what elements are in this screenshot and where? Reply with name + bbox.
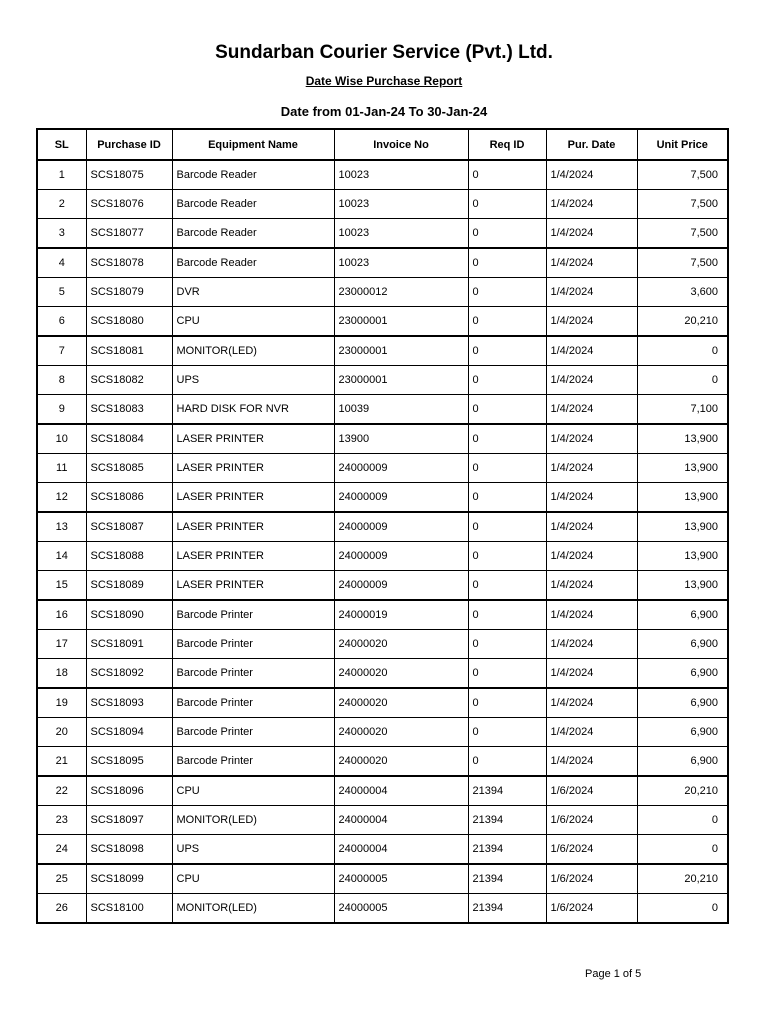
table-row [37, 336, 728, 366]
purchase-id-cell: SCS18100 [86, 894, 172, 924]
unit-price-cell: 13,900 [637, 424, 728, 454]
unit-price-cell: 7,500 [637, 190, 728, 219]
table-row [37, 688, 728, 718]
table-row [37, 307, 728, 337]
pur-date-cell: 1/4/2024 [546, 366, 637, 395]
equipment-name-cell: HARD DISK FOR NVR [172, 395, 334, 425]
pur-date-cell: 1/4/2024 [546, 512, 637, 542]
sl-cell: 18 [37, 659, 86, 689]
invoice-no-cell: 24000009 [334, 454, 468, 483]
date-range: Date from 01-Jan-24 To 30-Jan-24 [280, 104, 488, 119]
req-id-cell: 0 [468, 219, 546, 249]
unit-price-cell: 6,900 [637, 630, 728, 659]
equipment-name-cell: LASER PRINTER [172, 512, 334, 542]
company-name: Sundarban Courier Service (Pvt.) Ltd. [215, 42, 553, 63]
equipment-name-cell: Barcode Reader [172, 219, 334, 249]
invoice-no-cell: 24000020 [334, 688, 468, 718]
purchase-id-cell: SCS18086 [86, 483, 172, 513]
pur-date-cell: 1/6/2024 [546, 835, 637, 865]
req-id-cell: 0 [468, 190, 546, 219]
purchase-id-cell: SCS18097 [86, 806, 172, 835]
sl-cell: 8 [37, 366, 86, 395]
req-id-cell: 0 [468, 600, 546, 630]
unit-price-cell: 0 [637, 366, 728, 395]
pur-date-cell: 1/4/2024 [546, 395, 637, 425]
equipment-name-cell: Barcode Reader [172, 248, 334, 278]
purchase-id-cell: SCS18087 [86, 512, 172, 542]
unit-price-cell: 7,500 [637, 248, 728, 278]
purchase-id-cell: SCS18082 [86, 366, 172, 395]
table-row [37, 219, 728, 249]
sl-cell: 5 [37, 278, 86, 307]
column-header: Invoice No [334, 129, 468, 160]
purchase-id-cell: SCS18085 [86, 454, 172, 483]
table-row [37, 894, 728, 924]
column-header: Pur. Date [546, 129, 637, 160]
unit-price-cell: 13,900 [637, 542, 728, 571]
sl-cell: 3 [37, 219, 86, 249]
equipment-name-cell: MONITOR(LED) [172, 806, 334, 835]
equipment-name-cell: DVR [172, 278, 334, 307]
req-id-cell: 0 [468, 424, 546, 454]
table-row [37, 512, 728, 542]
invoice-no-cell: 24000005 [334, 864, 468, 894]
purchase-id-cell: SCS18099 [86, 864, 172, 894]
req-id-cell: 0 [468, 278, 546, 307]
sl-cell: 10 [37, 424, 86, 454]
req-id-cell: 21394 [468, 776, 546, 806]
invoice-no-cell: 23000001 [334, 336, 468, 366]
table-row [37, 424, 728, 454]
sl-cell: 24 [37, 835, 86, 865]
purchase-id-cell: SCS18095 [86, 747, 172, 777]
req-id-cell: 0 [468, 454, 546, 483]
equipment-name-cell: CPU [172, 864, 334, 894]
purchase-id-cell: SCS18075 [86, 160, 172, 190]
req-id-cell: 0 [468, 307, 546, 337]
unit-price-cell: 20,210 [637, 776, 728, 806]
unit-price-cell: 20,210 [637, 307, 728, 337]
sl-cell: 20 [37, 718, 86, 747]
invoice-no-cell: 24000020 [334, 747, 468, 777]
table-row [37, 190, 728, 219]
sl-cell: 22 [37, 776, 86, 806]
table-row [37, 248, 728, 278]
unit-price-cell: 13,900 [637, 454, 728, 483]
unit-price-cell: 0 [637, 806, 728, 835]
invoice-no-cell: 24000005 [334, 894, 468, 924]
pur-date-cell: 1/4/2024 [546, 747, 637, 777]
table-row [37, 776, 728, 806]
equipment-name-cell: LASER PRINTER [172, 571, 334, 601]
equipment-name-cell: LASER PRINTER [172, 483, 334, 513]
invoice-no-cell: 10023 [334, 248, 468, 278]
req-id-cell: 0 [468, 718, 546, 747]
purchase-id-cell: SCS18088 [86, 542, 172, 571]
equipment-name-cell: UPS [172, 366, 334, 395]
purchase-id-cell: SCS18079 [86, 278, 172, 307]
invoice-no-cell: 24000004 [334, 806, 468, 835]
purchase-id-cell: SCS18083 [86, 395, 172, 425]
invoice-no-cell: 10023 [334, 190, 468, 219]
pur-date-cell: 1/4/2024 [546, 219, 637, 249]
unit-price-cell: 6,900 [637, 747, 728, 777]
req-id-cell: 0 [468, 659, 546, 689]
req-id-cell: 0 [468, 483, 546, 513]
report-title [0, 74, 768, 88]
sl-cell: 15 [37, 571, 86, 601]
table-row [37, 454, 728, 483]
req-id-cell: 21394 [468, 806, 546, 835]
sl-cell: 19 [37, 688, 86, 718]
invoice-no-cell: 13900 [334, 424, 468, 454]
equipment-name-cell: CPU [172, 776, 334, 806]
invoice-no-cell: 10039 [334, 395, 468, 425]
equipment-name-cell: CPU [172, 307, 334, 337]
equipment-name-cell: MONITOR(LED) [172, 894, 334, 924]
equipment-name-cell: LASER PRINTER [172, 542, 334, 571]
equipment-name-cell: Barcode Printer [172, 659, 334, 689]
unit-price-cell: 6,900 [637, 659, 728, 689]
unit-price-cell: 7,100 [637, 395, 728, 425]
req-id-cell: 0 [468, 542, 546, 571]
table-row [37, 395, 728, 425]
invoice-no-cell: 23000012 [334, 278, 468, 307]
sl-cell: 12 [37, 483, 86, 513]
invoice-no-cell: 10023 [334, 160, 468, 190]
invoice-no-cell: 24000020 [334, 718, 468, 747]
unit-price-cell: 0 [637, 835, 728, 865]
unit-price-cell: 7,500 [637, 219, 728, 249]
req-id-cell: 0 [468, 630, 546, 659]
sl-cell: 9 [37, 395, 86, 425]
invoice-no-cell: 24000020 [334, 630, 468, 659]
purchase-id-cell: SCS18096 [86, 776, 172, 806]
req-id-cell: 0 [468, 688, 546, 718]
report-title-text: Date Wise Purchase Report [305, 74, 463, 88]
purchase-id-cell: SCS18080 [86, 307, 172, 337]
req-id-cell: 21394 [468, 835, 546, 865]
invoice-no-cell: 24000009 [334, 571, 468, 601]
sl-cell: 1 [37, 160, 86, 190]
invoice-no-cell: 24000004 [334, 776, 468, 806]
pur-date-cell: 1/6/2024 [546, 894, 637, 924]
equipment-name-cell: MONITOR(LED) [172, 336, 334, 366]
sl-cell: 11 [37, 454, 86, 483]
pur-date-cell: 1/4/2024 [546, 688, 637, 718]
column-header: Req ID [468, 129, 546, 160]
pur-date-cell: 1/4/2024 [546, 630, 637, 659]
table-row [37, 659, 728, 689]
req-id-cell: 21394 [468, 864, 546, 894]
pur-date-cell: 1/4/2024 [546, 336, 637, 366]
invoice-no-cell: 24000019 [334, 600, 468, 630]
equipment-name-cell: Barcode Printer [172, 600, 334, 630]
pur-date-cell: 1/4/2024 [546, 600, 637, 630]
pur-date-cell: 1/6/2024 [546, 776, 637, 806]
equipment-name-cell: LASER PRINTER [172, 424, 334, 454]
page-number: Page 1 of 5 [585, 968, 642, 980]
unit-price-cell: 13,900 [637, 483, 728, 513]
pur-date-cell: 1/4/2024 [546, 307, 637, 337]
equipment-name-cell: Barcode Reader [172, 190, 334, 219]
pur-date-cell: 1/6/2024 [546, 864, 637, 894]
column-header: SL [37, 129, 86, 160]
equipment-name-cell: Barcode Printer [172, 630, 334, 659]
table-row [37, 835, 728, 865]
sl-cell: 7 [37, 336, 86, 366]
pur-date-cell: 1/4/2024 [546, 718, 637, 747]
unit-price-cell: 6,900 [637, 600, 728, 630]
pur-date-cell: 1/6/2024 [546, 806, 637, 835]
purchase-id-cell: SCS18077 [86, 219, 172, 249]
equipment-name-cell: Barcode Printer [172, 747, 334, 777]
unit-price-cell: 6,900 [637, 718, 728, 747]
table-row [37, 542, 728, 571]
sl-cell: 21 [37, 747, 86, 777]
req-id-cell: 0 [468, 336, 546, 366]
req-id-cell: 0 [468, 571, 546, 601]
sl-cell: 16 [37, 600, 86, 630]
table-row [37, 718, 728, 747]
req-id-cell: 0 [468, 366, 546, 395]
invoice-no-cell: 24000004 [334, 835, 468, 865]
req-id-cell: 0 [468, 160, 546, 190]
equipment-name-cell: Barcode Reader [172, 160, 334, 190]
sl-cell: 2 [37, 190, 86, 219]
table-row [37, 630, 728, 659]
pur-date-cell: 1/4/2024 [546, 542, 637, 571]
purchase-id-cell: SCS18081 [86, 336, 172, 366]
purchase-id-cell: SCS18084 [86, 424, 172, 454]
req-id-cell: 0 [468, 747, 546, 777]
sl-cell: 13 [37, 512, 86, 542]
pur-date-cell: 1/4/2024 [546, 248, 637, 278]
equipment-name-cell: Barcode Printer [172, 688, 334, 718]
unit-price-cell: 20,210 [637, 864, 728, 894]
pur-date-cell: 1/4/2024 [546, 454, 637, 483]
sl-cell: 25 [37, 864, 86, 894]
table-row [37, 571, 728, 601]
column-header: Equipment Name [172, 129, 334, 160]
purchase-id-cell: SCS18093 [86, 688, 172, 718]
req-id-cell: 0 [468, 512, 546, 542]
pur-date-cell: 1/4/2024 [546, 571, 637, 601]
table-row [37, 483, 728, 513]
table-row [37, 864, 728, 894]
sl-cell: 17 [37, 630, 86, 659]
column-header: Purchase ID [86, 129, 172, 160]
pur-date-cell: 1/4/2024 [546, 190, 637, 219]
equipment-name-cell: LASER PRINTER [172, 454, 334, 483]
table-row [37, 160, 728, 190]
unit-price-cell: 3,600 [637, 278, 728, 307]
table-row [37, 600, 728, 630]
equipment-name-cell: Barcode Printer [172, 718, 334, 747]
unit-price-cell: 0 [637, 894, 728, 924]
sl-cell: 6 [37, 307, 86, 337]
unit-price-cell: 13,900 [637, 571, 728, 601]
invoice-no-cell: 10023 [334, 219, 468, 249]
purchase-table [36, 128, 729, 924]
sl-cell: 4 [37, 248, 86, 278]
pur-date-cell: 1/4/2024 [546, 424, 637, 454]
pur-date-cell: 1/4/2024 [546, 659, 637, 689]
column-header: Unit Price [637, 129, 728, 160]
invoice-no-cell: 24000020 [334, 659, 468, 689]
invoice-no-cell: 24000009 [334, 512, 468, 542]
purchase-id-cell: SCS18092 [86, 659, 172, 689]
purchase-id-cell: SCS18089 [86, 571, 172, 601]
unit-price-cell: 0 [637, 336, 728, 366]
table-row [37, 747, 728, 777]
pur-date-cell: 1/4/2024 [546, 160, 637, 190]
purchase-id-cell: SCS18098 [86, 835, 172, 865]
table-row [37, 278, 728, 307]
invoice-no-cell: 24000009 [334, 483, 468, 513]
invoice-no-cell: 24000009 [334, 542, 468, 571]
sl-cell: 14 [37, 542, 86, 571]
pur-date-cell: 1/4/2024 [546, 483, 637, 513]
unit-price-cell: 6,900 [637, 688, 728, 718]
equipment-name-cell: UPS [172, 835, 334, 865]
table-row [37, 366, 728, 395]
purchase-id-cell: SCS18076 [86, 190, 172, 219]
pur-date-cell: 1/4/2024 [546, 278, 637, 307]
invoice-no-cell: 23000001 [334, 366, 468, 395]
req-id-cell: 0 [468, 395, 546, 425]
req-id-cell: 21394 [468, 894, 546, 924]
purchase-id-cell: SCS18090 [86, 600, 172, 630]
purchase-id-cell: SCS18091 [86, 630, 172, 659]
invoice-no-cell: 23000001 [334, 307, 468, 337]
sl-cell: 23 [37, 806, 86, 835]
unit-price-cell: 13,900 [637, 512, 728, 542]
purchase-id-cell: SCS18094 [86, 718, 172, 747]
table-row [37, 806, 728, 835]
table-header-row [37, 129, 728, 160]
sl-cell: 26 [37, 894, 86, 924]
req-id-cell: 0 [468, 248, 546, 278]
purchase-id-cell: SCS18078 [86, 248, 172, 278]
unit-price-cell: 7,500 [637, 160, 728, 190]
